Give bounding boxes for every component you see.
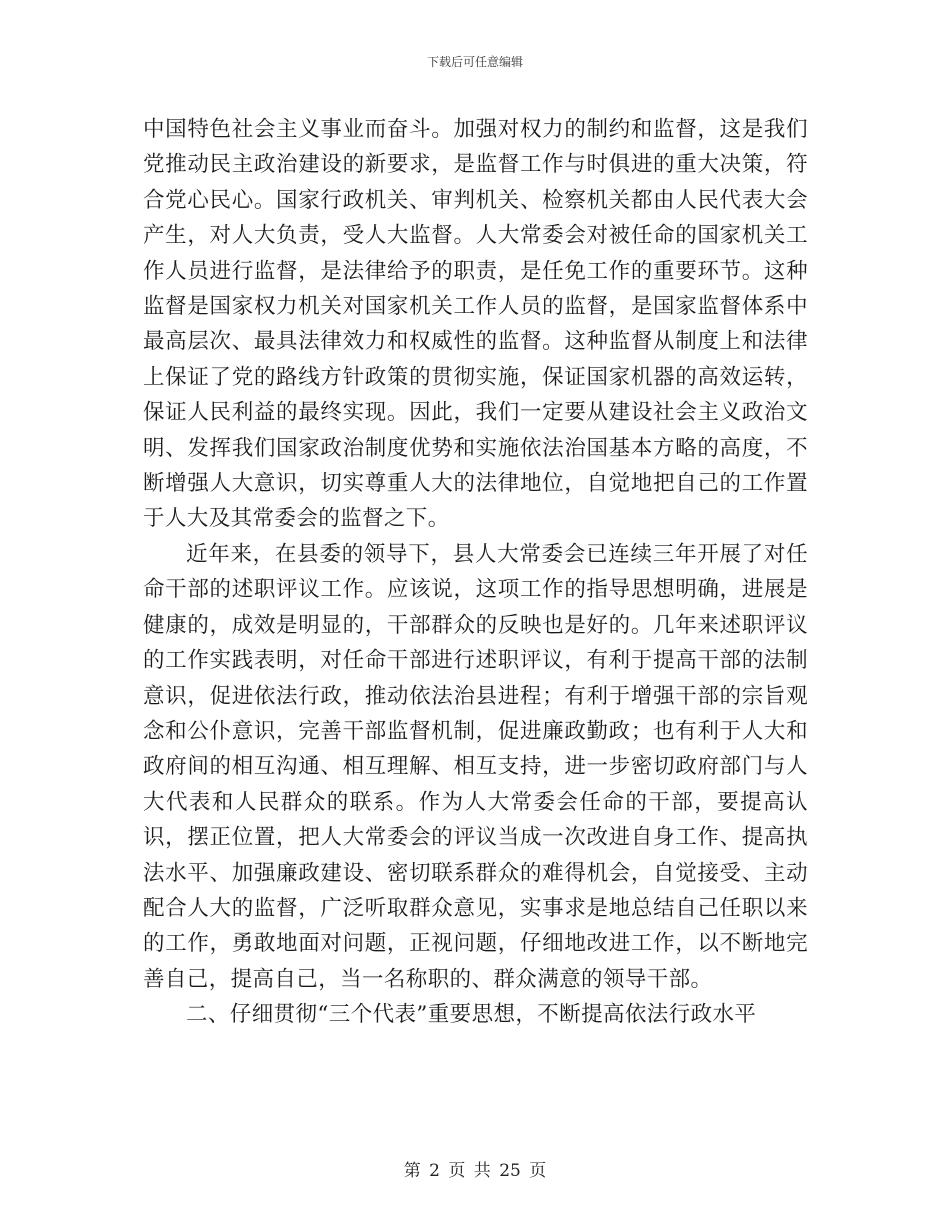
- body-paragraph-1: 中国特色社会主义事业而奋斗。加强对权力的制约和监督，这是我们党推动民主政治建设的新要求，是监督工作与时俱进的重大决策，符合党心民心。国家行政机关、审判机关、检察机关都由人民代表大会产生，对人大负责，受人大监督。人大常委会对被任命的国家机关工作人员进行监督，是法律给予的职责，是任免工作的重要环节。这种监督是国家权力机关对国家机关工作人员的监督，是国家监督体系中最高层次、最具法律效力和权威性的监督。这种监督从制度上和法律上保证了党的路线方针政策的贯彻实施，保证国家机器的高效运转，保证人民利益的最终实现。因此，我们一定要从建设社会主义政治文明、发挥我们国家政治制度优势和实施依法治国基本方略的高度，不断增强人大意识，切实尊重人大的法律地位，自觉地把自己的工作置于人大及其常委会的监督之下。: [143, 117, 808, 532]
- document-body: [143, 112, 808, 1033]
- page-number-footer: 第 2 页 共 25 页: [403, 1161, 547, 1181]
- page-header: 下载后可任意编辑: [426, 55, 523, 69]
- body-paragraph-2: 近年来，在县委的领导下，县人大常委会已连续三年开展了对任命干部的述职评议工作。应该说，这项工作的指导思想明确，进展是健康的，成效是明显的，干部群众的反映也是好的。几年来述职评议的工作实践表明，对任命干部进行述职评议，有利于提高干部的法制意识，促进依法行政，推动依法治县进程；有利于增强干部的宗旨观念和公仆意识，完善干部监督机制，促进廉政勤政；也有利于人大和政府间的相互沟通、相互理解、相互支持，进一步密切政府部门与人大代表和人民群众的联系。作为人大常委会任命的干部，要提高认识，摆正位置，把人大常委会的评议当成一次改进自身工作、提高执法水平、加强廉政建设、密切联系群众的难得机会，自觉接受、主动配合人大的监督，广泛听取群众意见，实事求是地总结自己任职以来的工作，勇敢地面对问题，正视问题，仔细地改进工作，以不断地完善自己，提高自己，当一名称职的、群众满意的领导干部。: [143, 541, 808, 992]
- section-heading: 二、仔细贯彻“三个代表”重要思想，不断提高依法行政水平: [186, 1002, 757, 1028]
